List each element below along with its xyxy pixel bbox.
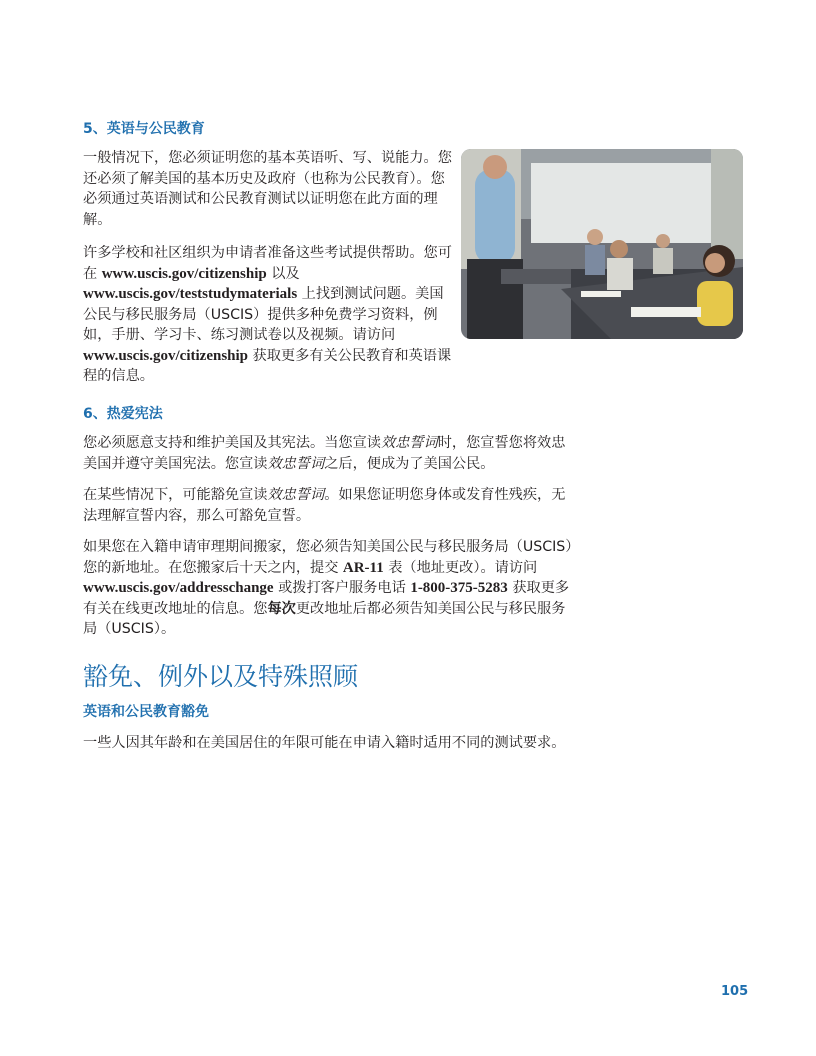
address-change-link[interactable]: www.uscis.gov/addresschange bbox=[83, 580, 274, 596]
page-number: 105 bbox=[721, 984, 749, 999]
customer-service-phone: 1-800-375-5283 bbox=[410, 580, 508, 596]
citizenship-link[interactable]: www.uscis.gov/citizenship bbox=[101, 265, 267, 282]
classroom-photo bbox=[461, 149, 743, 339]
section-6-paragraph-2: 在某些情况下，可能豁免宣读效忠誓词。如果您证明您身体或发育性残疾，无法理解宣誓内容，那么可豁免宣誓。 bbox=[83, 487, 566, 524]
section-5-paragraph-2: 许多学校和社区组织为申请者准备这些考试提供帮助。您可在 www.uscis.gov/citizenship 以及 www.uscis.gov/teststudymaterials 上找到测试问题。美国公民与移民服务局（USCIS）提供多种免费学习资料，例如，手册、学习卡、练习测试卷以及视频。请访问 www.uscis.gov/citizenship 获取更多有关公民教育和英语课程的信息。 bbox=[83, 245, 452, 384]
citizenship-link-2[interactable]: www.uscis.gov/citizenship bbox=[83, 347, 249, 364]
exemptions-subheading: 英语和公民教育豁免 bbox=[83, 704, 209, 720]
section-6-heading: 6、热爱宪法 bbox=[83, 406, 163, 422]
section-6-paragraph-1: 您必须愿意支持和维护美国及其宪法。当您宣读效忠誓词时，您宣誓您将效忠美国并遵守美国宪法。您宣读效忠誓词之后，便成为了美国公民。 bbox=[83, 435, 566, 472]
section-5-paragraph-1: 一般情况下，您必须证明您的基本英语听、写、说能力。您还必须了解美国的基本历史及政府（也称为公民教育）。您必须通过英语测试和公民教育测试以证明您在此方面的理解。 bbox=[83, 150, 452, 228]
section-5-heading: 5、英语与公民教育 bbox=[83, 121, 205, 137]
exemptions-paragraph: 一些人因其年龄和在美国居住的年限可能在申请入籍时适用不同的测试要求。 bbox=[83, 735, 566, 751]
test-study-materials-link[interactable]: www.uscis.gov/teststudymaterials bbox=[83, 286, 298, 302]
section-6-paragraph-3: 如果您在入籍申请审理期间搬家，您必须告知美国公民与移民服务局（USCIS）您的新地址。在您搬家后十天之内，提交 AR-11 表（地址更改）。请访问 www.uscis.gov/addresschange 或拨打客户服务电话 1-800-375-5283 获取更多有关在线更改地址的信息。您每次更改地址后都必须告知美国公民与移民服务局（USCIS）。 bbox=[83, 539, 573, 637]
exemptions-title: 豁免、例外以及特殊照顾 bbox=[83, 662, 359, 691]
